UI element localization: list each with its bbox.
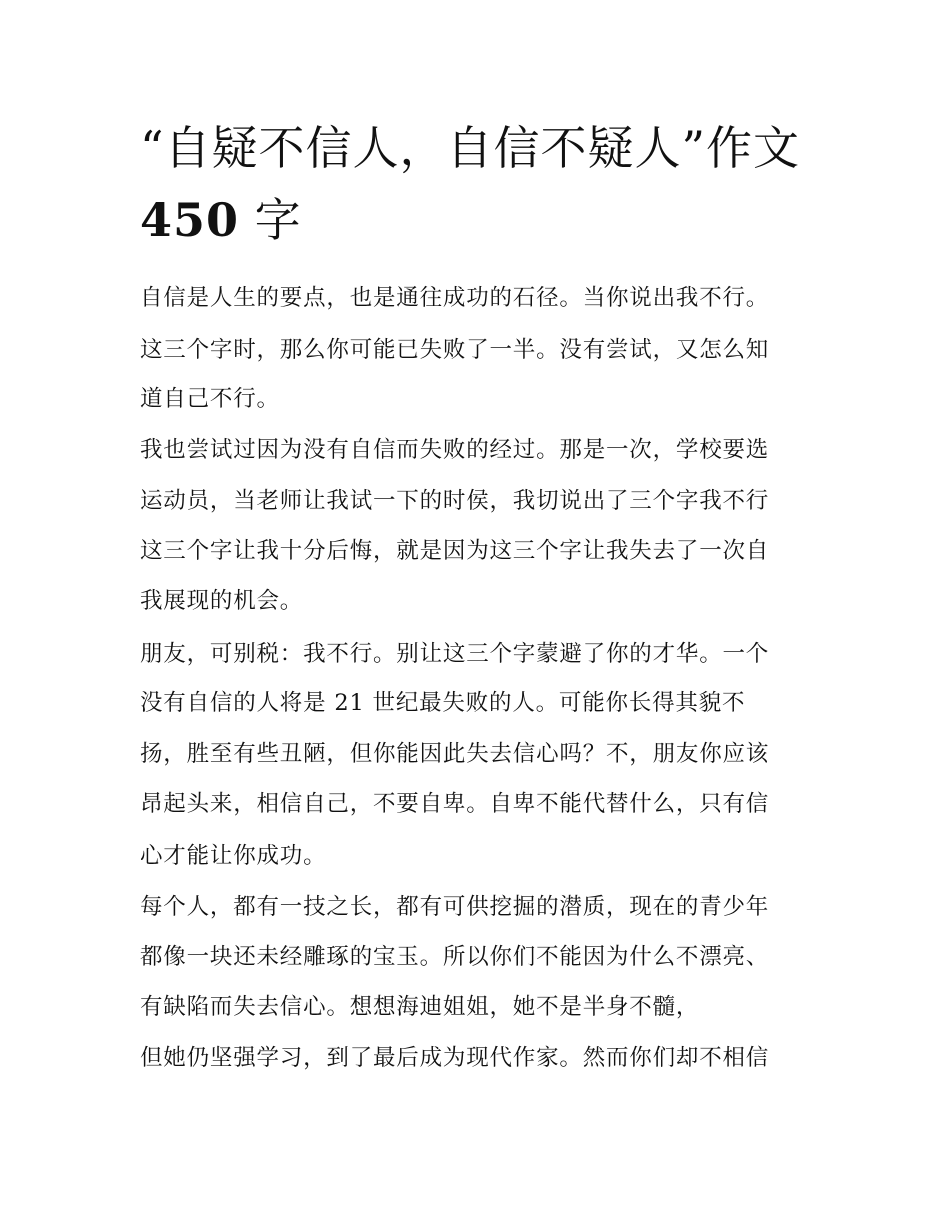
body-line: 这三个字让我十分后悔，就是因为这三个字让我失去了一次自 (140, 538, 770, 564)
body-line: 我展现的机会。 (140, 588, 304, 614)
body-line: 每个人，都有一技之长，都有可供挖掘的潜质，现在的青少年 (140, 894, 770, 920)
body-line: 但她仍坚强学习，到了最后成为现代作家。然而你们却不相信 (140, 1045, 770, 1071)
title-text: “自疑不信人，自信不疑人”作文 (140, 121, 801, 175)
body-line: 自信是人生的要点，也是通往成功的石径。当你说出我不行。 (140, 285, 770, 311)
document-title (140, 112, 820, 256)
body-line: 心才能让你成功。 (140, 843, 327, 869)
body-line: 都像一块还未经雕琢的宝玉。所以你们不能因为什么不漂亮、 (140, 944, 770, 970)
body-line: 我也尝试过因为没有自信而失败的经过。那是一次，学校要选 (140, 437, 770, 463)
body-line: 昂起头来，相信自己，不要自卑。自卑不能代替什么，只有信 (140, 791, 770, 817)
body-line: 道自己不行。 (140, 386, 280, 412)
body-line: 运动员，当老师让我试一下的时侯，我切说出了三个字我不行 (140, 488, 770, 514)
title-suffix: 字 (254, 193, 302, 247)
body-line: 没有自信的人将是 21 世纪最失败的人。可能你长得其貌不 (140, 690, 746, 716)
body-line: 有缺陷而失去信心。想想海迪姐姐，她不是半身不髓， (140, 994, 700, 1020)
body-line: 朋友，可别税：我不行。别让这三个字蒙避了你的才华。一个 (140, 641, 770, 667)
body-line: 扬，胜至有些丑陋，但你能因此失去信心吗？不，朋友你应该 (140, 741, 770, 767)
body-line: 这三个字时，那么你可能已失败了一半。没有尝试，又怎么知 (140, 337, 770, 363)
title-number: 450 (140, 193, 240, 247)
